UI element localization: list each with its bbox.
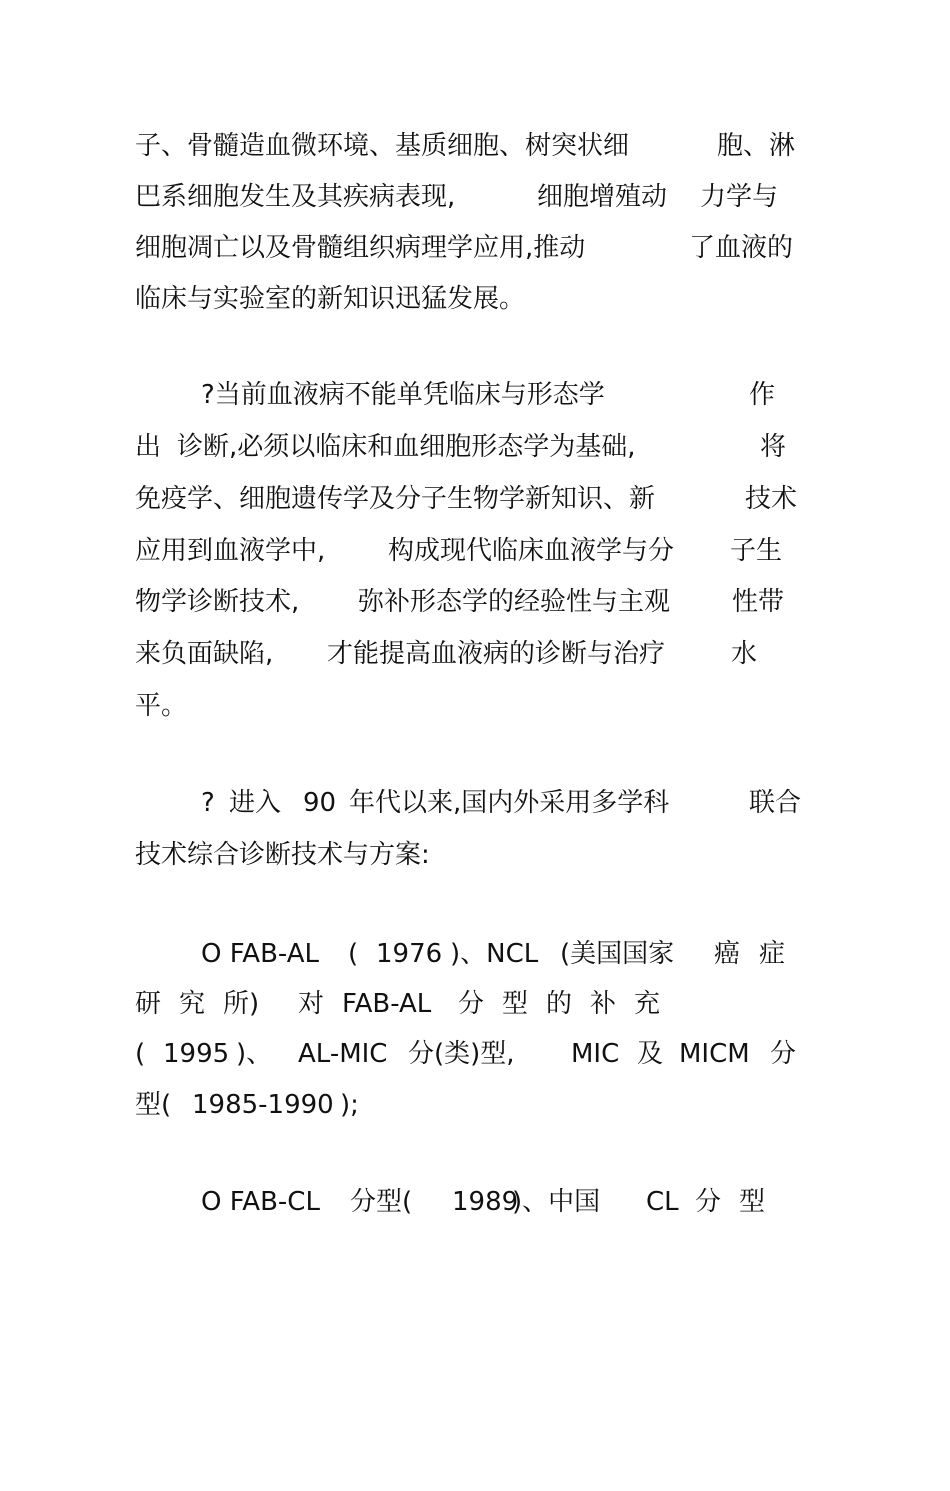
text-segment: 分 <box>458 989 485 1019</box>
text-segment: O FAB-CL <box>201 1187 320 1217</box>
text-segment: 作 <box>749 380 776 410</box>
text-segment: 弥补形态学的经验性与主观 <box>358 587 671 617</box>
text-segment: 年代以来,国内外采用多学科 <box>349 788 670 818</box>
text-line <box>0 1185 950 1491</box>
text-segment: 对 <box>298 989 325 1019</box>
text-line <box>0 838 950 940</box>
text-segment: 来负面缺陷, <box>135 639 274 669</box>
text-segment: O FAB-AL <box>201 939 320 969</box>
text-segment: 分(类)型, <box>408 1039 515 1069</box>
text-segment: AL-MIC <box>298 1039 388 1069</box>
text-segment: 研 <box>135 989 162 1019</box>
text-segment: MICM <box>679 1039 750 1069</box>
text-segment: 1976 <box>376 939 443 969</box>
text-segment: (美国国家 <box>560 939 675 969</box>
text-segment: 力学与 <box>700 182 779 212</box>
text-segment: 究 <box>179 989 206 1019</box>
text-segment: )、 <box>236 1039 273 1069</box>
text-segment: 症 <box>759 939 786 969</box>
text-segment: 细胞增殖动 <box>537 182 668 212</box>
text-segment: 子生 <box>730 536 783 566</box>
text-segment: 1989 <box>452 1187 519 1217</box>
text-segment: )、中国 <box>512 1187 601 1217</box>
text-segment: ? <box>201 788 215 818</box>
text-segment: 补 <box>590 989 617 1019</box>
text-segment: 构成现代临床血液学与分 <box>388 536 675 566</box>
text-segment: 及 <box>637 1039 664 1069</box>
text-segment: MIC <box>571 1039 620 1069</box>
text-segment: 分 <box>695 1187 722 1217</box>
text-segment: 所) <box>223 989 260 1019</box>
text-segment: 联合 <box>749 788 802 818</box>
text-segment: 子、骨髓造血微环境、基质细胞、树突状细 <box>135 131 630 161</box>
text-segment: 出 <box>135 432 162 462</box>
text-segment: 技术综合诊断技术与方案: <box>135 840 430 870</box>
text-segment: 物学诊断技术, <box>135 587 300 617</box>
text-segment: 了血液的 <box>689 233 794 263</box>
text-line <box>0 282 950 384</box>
text-segment: 胞、淋 <box>717 131 796 161</box>
text-segment: 技术 <box>745 484 798 514</box>
text-segment: FAB-AL <box>342 989 432 1019</box>
text-segment: 临床与实验室的新知识迅猛发展。 <box>135 284 526 314</box>
text-segment: )、NCL <box>450 939 539 969</box>
text-segment: CL <box>646 1187 679 1217</box>
text-segment: 1995 <box>163 1039 230 1069</box>
text-segment: 应用到血液学中, <box>135 536 326 566</box>
text-segment: 巴系细胞发生及其疾病表现, <box>135 182 456 212</box>
text-segment: 的 <box>546 989 573 1019</box>
text-segment: ?当前血液病不能单凭临床与形态学 <box>201 380 605 410</box>
text-segment: 细胞凋亡以及骨髓组织病理学应用,推动 <box>135 233 586 263</box>
text-line <box>0 689 950 791</box>
text-segment: ( <box>135 1039 146 1069</box>
text-segment: 诊断,必须以临床和血细胞形态学为基础, <box>177 432 636 462</box>
text-segment: 型 <box>739 1187 766 1217</box>
text-segment: 水 <box>731 639 758 669</box>
text-segment: 将 <box>760 432 787 462</box>
text-segment: 型 <box>502 989 529 1019</box>
text-segment: 才能提高血液病的诊断与治疗 <box>327 639 666 669</box>
text-segment: 分型( <box>350 1187 413 1217</box>
text-segment: 免疫学、细胞遗传学及分子生物学新知识、新 <box>135 484 656 514</box>
text-segment: 性带 <box>732 587 785 617</box>
text-segment: 充 <box>634 989 661 1019</box>
text-segment: 90 <box>303 788 337 818</box>
text-segment: 癌 <box>714 939 741 969</box>
text-segment: 分 <box>770 1039 797 1069</box>
text-segment: 型( <box>135 1090 172 1120</box>
text-segment: 平。 <box>135 691 188 721</box>
text-segment: 进入 <box>229 788 282 818</box>
text-segment: 1985-1990 <box>192 1090 334 1120</box>
text-segment: ( <box>348 939 359 969</box>
text-segment: ); <box>340 1090 359 1120</box>
